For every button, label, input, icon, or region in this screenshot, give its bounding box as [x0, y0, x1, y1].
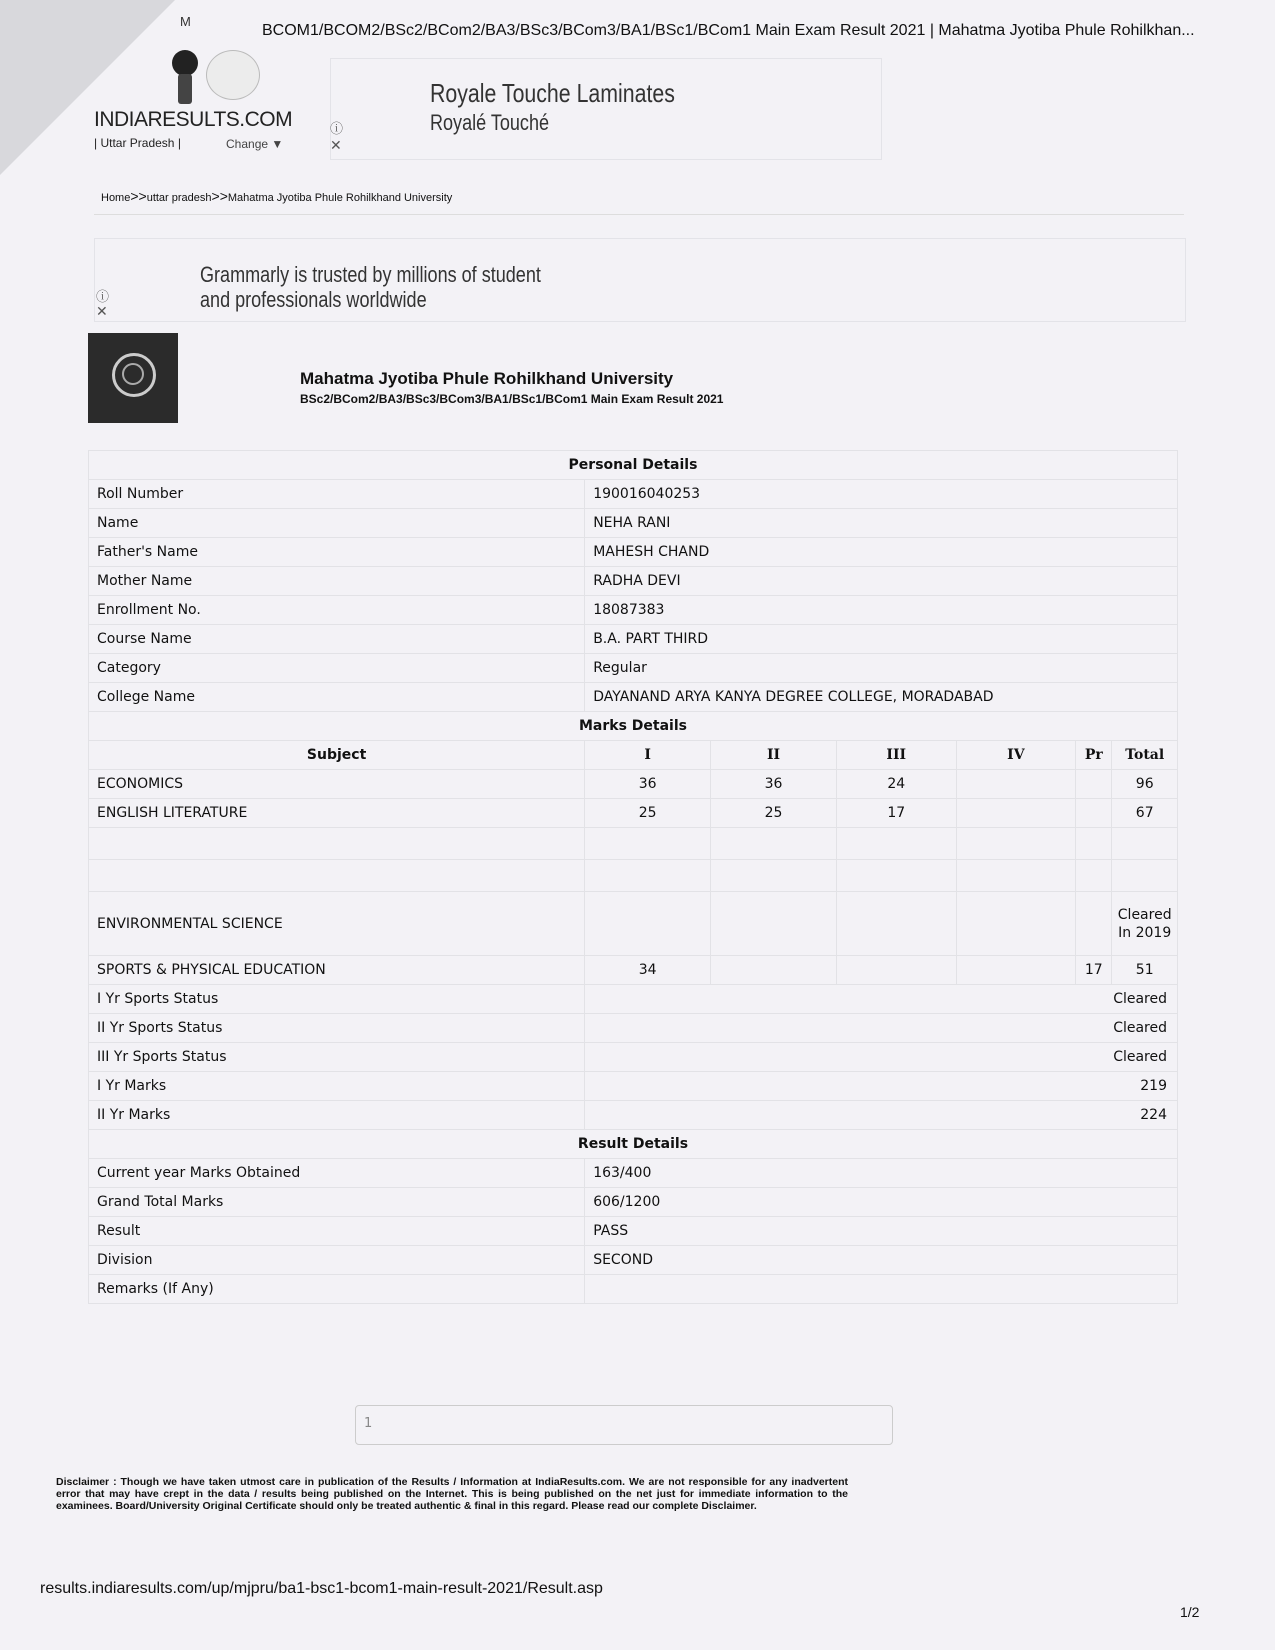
column-header-practical: Pr	[1076, 741, 1112, 770]
uttar-pradesh-map-icon	[206, 50, 260, 100]
field-label: Current year Marks Obtained	[89, 1159, 585, 1188]
practical-marks	[1076, 892, 1112, 956]
ad-close-icon[interactable]: ✕	[330, 138, 342, 154]
exam-name: BSc2/BCom2/BA3/BSc3/BCom3/BA1/BSc1/BCom1 Main Exam Result 2021	[300, 392, 724, 406]
practical-marks: 17	[1076, 956, 1112, 985]
field-label: Course Name	[89, 625, 585, 654]
table-row	[89, 480, 1178, 509]
field-value: PASS	[585, 1217, 1178, 1246]
status-value: Cleared	[585, 1014, 1178, 1043]
ad-info-icon[interactable]: ⓘ	[330, 122, 344, 137]
table-row	[89, 509, 1178, 538]
total-marks: 67	[1112, 799, 1178, 828]
field-label: Result	[89, 1217, 585, 1246]
field-label: Father's Name	[89, 538, 585, 567]
breadcrumb-home[interactable]: Home	[101, 192, 131, 204]
status-label: III Yr Sports Status	[89, 1043, 585, 1072]
footer-url: results.indiaresults.com/up/mjpru/ba1-bsc1-bcom1-main-result-2021/Result.asp	[40, 1580, 603, 1597]
field-value: 606/1200	[585, 1188, 1178, 1217]
field-value: DAYANAND ARYA KANYA DEGREE COLLEGE, MORADABAD	[585, 683, 1178, 712]
field-label: Grand Total Marks	[89, 1188, 585, 1217]
total-marks: 51	[1112, 956, 1178, 985]
logo-ball-icon	[172, 50, 198, 76]
total-marks	[1112, 828, 1178, 860]
marks-row	[89, 770, 1178, 799]
section-heading: Personal Details	[89, 451, 1178, 480]
section-heading: Marks Details	[89, 712, 1178, 741]
field-value: MAHESH CHAND	[585, 538, 1178, 567]
column-header-paper-1: I	[585, 741, 711, 770]
paper-3-marks	[836, 956, 956, 985]
column-header-subject: Subject	[89, 741, 585, 770]
university-logo	[88, 333, 178, 423]
total-marks: 96	[1112, 770, 1178, 799]
practical-marks	[1076, 828, 1112, 860]
paper-3-marks	[836, 892, 956, 956]
subject-name: SPORTS & PHYSICAL EDUCATION	[89, 956, 585, 985]
paper-3-marks	[836, 860, 956, 892]
field-label: College Name	[89, 683, 585, 712]
paper-1-marks: 34	[585, 956, 711, 985]
ad-subtitle: Royalé Touché	[430, 110, 550, 135]
table-row	[89, 1159, 1178, 1188]
print-page-number: 1/2	[1180, 1604, 1200, 1620]
paper-4-marks	[956, 770, 1076, 799]
site-logo[interactable]	[94, 50, 294, 160]
paper-2-marks: 25	[711, 799, 837, 828]
paper-4-marks	[956, 799, 1076, 828]
status-row	[89, 1043, 1178, 1072]
field-value: 190016040253	[585, 480, 1178, 509]
column-header-paper-4: IV	[956, 741, 1076, 770]
disclaimer-text: Disclaimer : Though we have taken utmost care in publication of the Results / Information at IndiaResults.com. We are not responsible for any inadvertent error that may have crept in the data / results being published on the Internet. This is being published on the net just for immediate information to the examinees. Board/University Original Certificate should only be treated authentic & final in this regard. Please read our complete Disclaimer.	[56, 1476, 848, 1512]
field-value: RADHA DEVI	[585, 567, 1178, 596]
page-title: BCOM1/BCOM2/BSc2/BCom2/BA3/BSc3/BCom3/BA1/BSc1/BCom1 Main Exam Result 2021 | Mahatma Jyotiba Phule Rohilkhan...	[262, 22, 1195, 39]
field-value: B.A. PART THIRD	[585, 625, 1178, 654]
ad-close-icon[interactable]: ✕	[96, 304, 108, 320]
field-label: Category	[89, 654, 585, 683]
practical-marks	[1076, 799, 1112, 828]
status-row	[89, 1101, 1178, 1130]
ad-line: Grammarly is trusted by millions of student	[200, 262, 541, 287]
paper-1-marks	[585, 828, 711, 860]
table-row	[89, 596, 1178, 625]
column-header-total: Total	[1112, 741, 1178, 770]
table-row	[89, 1246, 1178, 1275]
ad-info-icon[interactable]: ⓘ	[96, 290, 110, 305]
subject-name: ENGLISH LITERATURE	[89, 799, 585, 828]
table-row	[89, 567, 1178, 596]
marks-header-row	[89, 741, 1178, 770]
paper-1-marks	[585, 892, 711, 956]
paper-2-marks	[711, 892, 837, 956]
paper-3-marks: 24	[836, 770, 956, 799]
field-label: Enrollment No.	[89, 596, 585, 625]
breadcrumb-state[interactable]: uttar pradesh	[146, 192, 212, 204]
practical-marks	[1076, 860, 1112, 892]
field-label: Roll Number	[89, 480, 585, 509]
breadcrumb-university[interactable]: Mahatma Jyotiba Phule Rohilkhand University	[227, 192, 453, 204]
status-value: 219	[585, 1072, 1178, 1101]
subject-name: ENVIRONMENTAL SCIENCE	[89, 892, 585, 956]
field-value	[585, 1275, 1178, 1304]
marks-row	[89, 828, 1178, 860]
subject-name	[89, 860, 585, 892]
paper-2-marks	[711, 860, 837, 892]
result-table	[88, 450, 1178, 1304]
status-label: II Yr Marks	[89, 1101, 585, 1130]
paper-2-marks	[711, 956, 837, 985]
table-row	[89, 683, 1178, 712]
practical-marks	[1076, 770, 1112, 799]
paper-4-marks	[956, 956, 1076, 985]
column-header-paper-3: III	[836, 741, 956, 770]
field-label: Name	[89, 509, 585, 538]
field-label: Mother Name	[89, 567, 585, 596]
status-row	[89, 985, 1178, 1014]
paper-2-marks	[711, 828, 837, 860]
table-row	[89, 654, 1178, 683]
table-row	[89, 538, 1178, 567]
total-marks	[1112, 860, 1178, 892]
logo-stem-icon	[178, 74, 192, 104]
field-value: 18087383	[585, 596, 1178, 625]
total-marks: Cleared In 2019	[1112, 892, 1178, 956]
status-label: I Yr Sports Status	[89, 985, 585, 1014]
ad-banner-royale-touche[interactable]	[330, 58, 882, 160]
column-header-paper-2: II	[711, 741, 837, 770]
status-value: 224	[585, 1101, 1178, 1130]
marks-row	[89, 799, 1178, 828]
ad-title: Royale Touche Laminates	[430, 78, 675, 108]
paper-1-marks: 36	[585, 770, 711, 799]
subject-name	[89, 828, 585, 860]
university-name: Mahatma Jyotiba Phule Rohilkhand University	[300, 369, 674, 388]
divider	[94, 214, 1184, 215]
subject-name: ECONOMICS	[89, 770, 585, 799]
table-row	[89, 1275, 1178, 1304]
field-label: Remarks (If Any)	[89, 1275, 585, 1304]
status-value: Cleared	[585, 985, 1178, 1014]
table-row	[89, 1217, 1178, 1246]
paper-4-marks	[956, 828, 1076, 860]
ad-text	[200, 262, 541, 312]
breadcrumb-sep: >>	[130, 188, 147, 204]
table-row	[89, 1188, 1178, 1217]
paper-3-marks: 17	[836, 799, 956, 828]
section-heading: Result Details	[89, 1130, 1178, 1159]
ad-line: and professionals worldwide	[200, 287, 427, 312]
paper-2-marks: 36	[711, 770, 837, 799]
field-value: Regular	[585, 654, 1178, 683]
status-value: Cleared	[585, 1043, 1178, 1072]
change-state-link[interactable]: Change ▼	[226, 137, 284, 151]
paper-4-marks	[956, 860, 1076, 892]
field-label: Division	[89, 1246, 585, 1275]
status-row	[89, 1072, 1178, 1101]
title-fragment: M	[180, 14, 191, 29]
page-number-field[interactable]	[355, 1405, 893, 1445]
paper-1-marks	[585, 860, 711, 892]
page-number-value: 1	[364, 1416, 373, 1431]
field-value: 163/400	[585, 1159, 1178, 1188]
breadcrumb	[101, 188, 452, 204]
marks-row	[89, 956, 1178, 985]
paper-1-marks: 25	[585, 799, 711, 828]
status-label: II Yr Sports Status	[89, 1014, 585, 1043]
breadcrumb-sep: >>	[211, 188, 228, 204]
marks-row	[89, 860, 1178, 892]
emblem-wheel-icon	[122, 363, 144, 385]
state-label: | Uttar Pradesh |	[94, 136, 181, 150]
status-row	[89, 1014, 1178, 1043]
paper-4-marks	[956, 892, 1076, 956]
paper-3-marks	[836, 828, 956, 860]
table-row	[89, 625, 1178, 654]
field-value: NEHA RANI	[585, 509, 1178, 538]
field-value: SECOND	[585, 1246, 1178, 1275]
status-label: I Yr Marks	[89, 1072, 585, 1101]
site-logo-text: INDIARESULTS.COM	[94, 108, 293, 131]
marks-row	[89, 892, 1178, 956]
